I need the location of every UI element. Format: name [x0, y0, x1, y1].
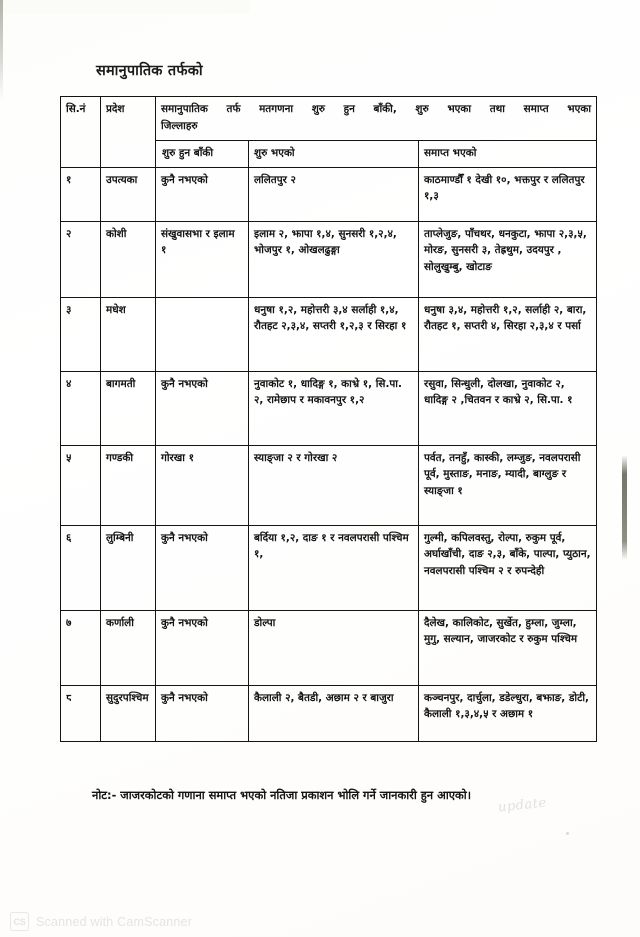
- cell-started: कैलाली २, बैतडी, अछाम २ र बाजुरा: [249, 685, 419, 741]
- cell-started: ललितपुर २: [249, 167, 419, 221]
- cell-completed: धनुषा ३,४, महोत्तरी १,२, सर्लाही २, बारा, रौतहट १, सप्तरी ४, सिरहा २,३,४ र पर्सा: [419, 297, 597, 371]
- cell-completed: कञ्चनपुर, दार्चुला, डडेल्धुरा, बझाङ, डोटी, कैलाली १,३,४,५ र अछाम १: [419, 685, 597, 741]
- cell-province: उपत्यका: [101, 167, 156, 221]
- table-row: [61, 221, 597, 297]
- cell-province: मधेश: [101, 297, 156, 371]
- header-province: प्रदेश: [101, 97, 156, 168]
- table-header: [61, 97, 597, 168]
- cell-serial-number: ३: [61, 297, 101, 371]
- cell-completed: गुल्मी, कपिलवस्तु, रोल्पा, रुकुम पूर्व, अर्घाखाँची, दाङ २,३, बाँके, पाल्पा, प्युठान, नवलपरासी पश्चिम २ र रुपन्देही: [419, 525, 597, 610]
- cell-serial-number: ६: [61, 525, 101, 610]
- header-group-line-1: समानुपातिक तर्फ मतगणना शुरु हुन बाँकी, शुरु भएका तथा समाप्त भएका: [161, 103, 592, 115]
- cell-remaining: गोरखा १: [156, 445, 249, 525]
- table-row: [61, 297, 597, 371]
- cell-started: नुवाकोट १, धादिङ्ग १, काभ्रे १, सि.पा. २, रामेछाप र मकावनपुर १,२: [249, 371, 419, 445]
- header-serial-number: सि.नं: [61, 97, 101, 168]
- cell-province: कोशी: [101, 221, 156, 297]
- cell-started: बर्दिया १,२, दाङ १ र नवलपरासी पश्चिम १,: [249, 525, 419, 610]
- cell-completed: ताप्लेजुङ, पाँचथर, धनकुटा, झापा २,३,५, मोरङ, सुनसरी ३, तेह्रथुम, उदयपुर , सोलुखुम्बु, खोटाङ: [419, 221, 597, 297]
- cell-started: डोल्पा: [249, 610, 419, 685]
- table-row: [61, 685, 597, 741]
- cell-remaining: कुनै नभएको: [156, 371, 249, 445]
- cell-remaining: कुनै नभएको: [156, 610, 249, 685]
- cell-started: धनुषा १,२, महोत्तरी ३,४ सर्लाही १,४, रौतहट २,३,४, सप्तरी १,२,३ र सिरहा १: [249, 297, 419, 371]
- handwritten-annotation: update: [497, 795, 548, 816]
- scan-right-edge-artifact: [622, 455, 627, 560]
- cell-completed: पर्वत, तनहुँ, कास्की, लम्जुङ, नवलपरासी पूर्व, मुस्ताङ, मनाङ, म्यादी, बाग्लुङ र स्याङ्जा १: [419, 445, 597, 525]
- scan-top-band-artifact: [0, 0, 250, 14]
- camscanner-label: Scanned with CamScanner: [36, 914, 193, 929]
- ink-dot-artifact: [566, 832, 569, 835]
- table-row: [61, 610, 597, 685]
- cell-started: इलाम २, झापा १,४, सुनसरी १,२,४, भोजपुर १, ओखलढुङ्गा: [249, 221, 419, 297]
- camscanner-logo-icon: CS: [10, 912, 29, 931]
- cell-remaining: कुनै नभएको: [156, 685, 249, 741]
- header-remaining: शुरु हुन बाँकी: [156, 140, 249, 167]
- cell-completed: रसुवा, सिन्धुली, दोलखा, नुवाकोट २, धादिङ्ग २ ,चितवन र काभ्रे २, सि.पा. १: [419, 371, 597, 445]
- cell-completed: दैलेख, कालिकोट, सुर्खेत, हुम्ला, जुम्ला, मुगु, सल्यान, जाजरकोट र रुकुम पश्चिम: [419, 610, 597, 685]
- table-row: [61, 167, 597, 221]
- cell-serial-number: ४: [61, 371, 101, 445]
- header-group-line-2: जिल्लाहरु: [161, 119, 198, 132]
- header-started: शुरु भएको: [249, 140, 419, 167]
- header-row-top: [61, 97, 597, 141]
- cell-province: गण्डकी: [101, 445, 156, 525]
- cell-remaining: [156, 297, 249, 371]
- header-completed: समाप्त भएको: [419, 140, 597, 167]
- proportional-counting-table: [60, 96, 597, 742]
- table-row: [61, 525, 597, 610]
- cell-serial-number: ७: [61, 610, 101, 685]
- page-title: समानुपातिक तर्फको: [96, 63, 203, 79]
- header-group-title: [156, 97, 597, 141]
- camscanner-watermark: [10, 912, 192, 931]
- cell-serial-number: १: [61, 167, 101, 221]
- cell-remaining: संखुवासभा र इलाम १: [156, 221, 249, 297]
- cell-province: कर्णाली: [101, 610, 156, 685]
- cell-completed: काठमाण्डौँ १ देखी १०, भक्तपुर र ललितपुर १,३: [419, 167, 597, 221]
- cell-remaining: कुनै नभएको: [156, 167, 249, 221]
- table-body: [61, 167, 597, 741]
- cell-serial-number: ८: [61, 685, 101, 741]
- scan-left-edge-artifact: [0, 0, 3, 100]
- cell-remaining: कुनै नभएको: [156, 525, 249, 610]
- table-note: नोट:- जाजरकोटको गणाना समाप्त भएको नतिजा प्रकाशन भोलि गर्ने जानकारी हुन आएको।: [92, 788, 472, 802]
- table-row: [61, 371, 597, 445]
- cell-province: सुदुरपश्चिम: [101, 685, 156, 741]
- cell-serial-number: ५: [61, 445, 101, 525]
- table-row: [61, 445, 597, 525]
- cell-province: बागमती: [101, 371, 156, 445]
- cell-province: लुम्बिनी: [101, 525, 156, 610]
- cell-serial-number: २: [61, 221, 101, 297]
- cell-started: स्याङ्जा २ र गोरखा २: [249, 445, 419, 525]
